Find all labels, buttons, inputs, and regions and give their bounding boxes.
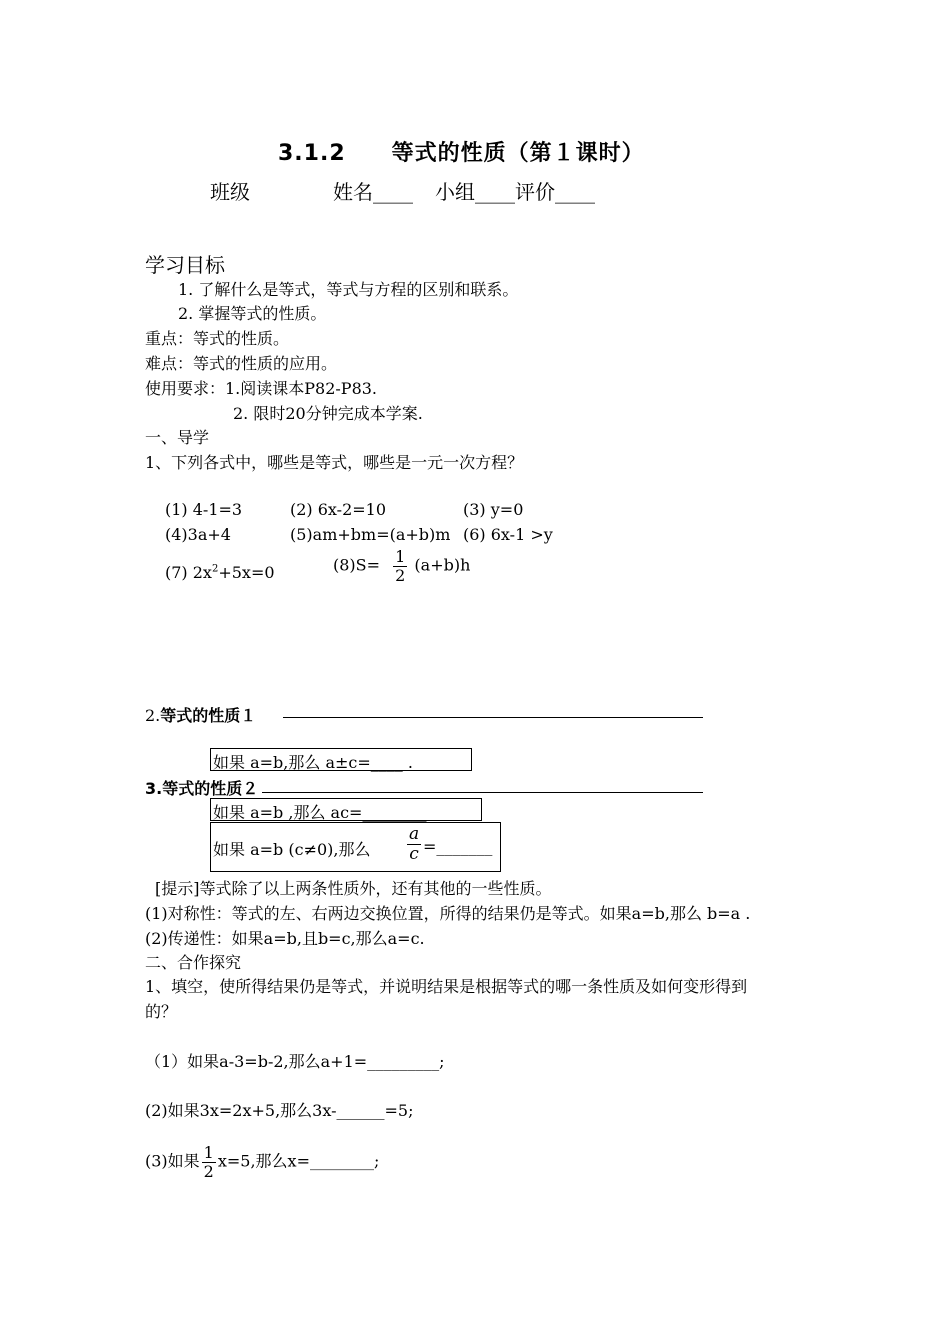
difficulty-text: 难点：等式的性质的应用。 [145,354,338,373]
fraction-numerator-2: 1 [203,1143,214,1162]
equation-3: (3) y=0 [463,500,524,519]
property-1-label: 等式的性质１ [160,706,257,725]
exercise-3 [145,1144,379,1180]
exercise-3-suffix: x=5,那么x=________; [217,1151,380,1171]
property-1-number: 2. [145,706,161,725]
property-1-box-text: 如果 a=b,那么 a±c=____ . [213,753,413,772]
property-2-box-1-text: 如果 a=b ,那么 ac=________ [213,803,427,822]
property-2-box-2 [210,822,501,872]
equation-1: (1) 4-1=3 [165,500,243,519]
equation-2: (2) 6x-2=10 [290,500,387,519]
section1-heading: 一、导学 [145,428,210,447]
equation-6: (6) 6x-1 >y [463,525,553,544]
property-2-box-1 [210,798,482,821]
hint-line-1: [提示]等式除了以上两条性质外，还有其他的一些性质。 [155,879,552,898]
property-1-blank[interactable] [283,705,703,718]
equation-8-prefix: (8)S= [333,555,381,575]
equation-7-exponent: 2 [211,563,219,575]
group-label: 小组____评价____ [435,180,595,204]
usage-text-1: 使用要求：1.阅读课本P82-P83. [145,379,378,398]
name-label: 姓名____ [333,180,413,204]
property-2-box-2-text: 如果 a=b (c≠0),那么 [213,840,371,859]
fraction-denominator-c: c [409,843,419,864]
exercise-1: （1）如果a-3=b-2,那么a+1=_________; [145,1052,445,1071]
focus-text: 重点：等式的性质。 [145,329,290,348]
equation-7-rest: +5x=0 [218,563,275,582]
equation-7 [165,563,275,582]
hint-line-3: (2)传递性：如果a=b,且b=c,那么a=c. [145,929,425,948]
section2-heading: 二、合作探究 [145,953,242,972]
property-2-blank[interactable] [262,778,703,793]
fraction-denominator: 2 [395,565,406,585]
property-1-box [210,748,472,771]
half-fraction-2 [202,1144,216,1180]
fraction-numerator: 1 [395,547,406,566]
goals-heading: 学习目标 [145,253,225,277]
equation-8 [333,548,470,584]
section2-question-line-2: 的？ [145,1002,178,1021]
a-over-c-fraction [407,825,421,863]
property-1-heading [145,703,256,726]
exercise-2: (2)如果3x=2x+5,那么3x-______=5; [145,1101,414,1120]
section2-question-line-1: 1、填空，使所得结果仍是等式，并说明结果是根据等式的哪一条性质及如何变形得到 [145,977,748,996]
class-label: 班级 [210,180,250,204]
exercise-3-prefix: (3)如果 [145,1151,200,1171]
goal-item-1: 1. 了解什么是等式，等式与方程的区别和联系。 [178,280,519,299]
usage-text-2: 2. 限时20分钟完成本学案. [233,404,423,423]
fraction-numerator-a: a [409,824,420,844]
equation-8-suffix: (a+b)h [414,555,471,575]
section1-question: 1、下列各式中，哪些是等式，哪些是一元一次方程？ [145,453,524,472]
equation-7-base: (7) 2x [165,563,212,582]
page-title: 3.1.2 等式的性质（第１课时） [278,141,645,166]
half-fraction [393,548,407,584]
property-2-box-2-suffix: =_______ [423,837,493,856]
fraction-denominator-2: 2 [203,1161,214,1181]
equation-5: (5)am+bm=(a+b)m [290,525,451,544]
equation-4: (4)3a+4 [165,525,231,544]
goal-item-2: 2. 掌握等式的性质。 [178,304,327,323]
hint-line-2: (1)对称性：等式的左、右两边交换位置，所得的结果仍是等式。如果a=b,那么 b=a . [145,904,751,923]
property-2-heading: 3.等式的性质２ [145,779,259,798]
